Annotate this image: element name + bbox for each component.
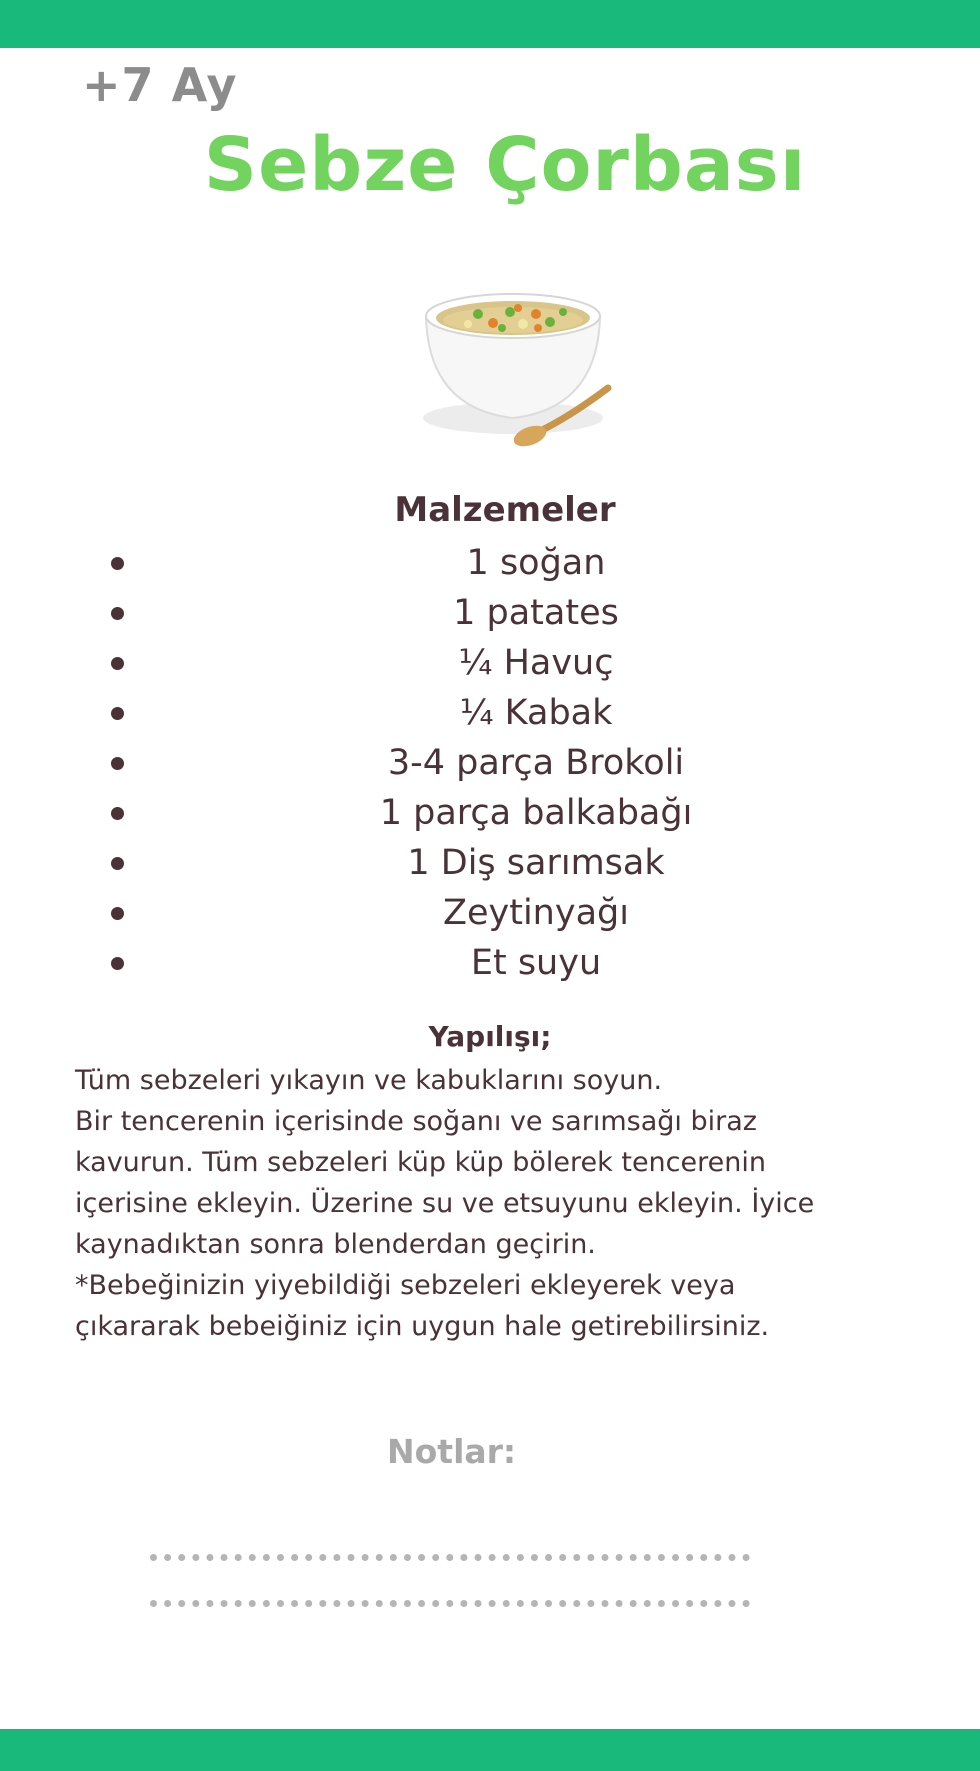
bullet-icon bbox=[111, 807, 124, 820]
ingredients-list bbox=[0, 538, 980, 988]
preparation-line: Tüm sebzeleri yıkayın ve kabuklarını soyun. bbox=[75, 1065, 663, 1096]
bullet-icon bbox=[111, 707, 124, 720]
bullet-icon bbox=[111, 557, 124, 570]
preparation-line: Bir tencerenin içerisinde soğanı ve sarımsağı biraz bbox=[75, 1106, 757, 1137]
bullet-icon bbox=[111, 757, 124, 770]
top-color-band bbox=[0, 0, 980, 48]
preparation-line: çıkararak bebeiğiniz için uygun hale getirebilirsiniz. bbox=[75, 1311, 770, 1342]
bottom-color-band bbox=[0, 1729, 980, 1771]
age-label: +7 Ay bbox=[82, 58, 238, 112]
notes-heading: Notlar: bbox=[387, 1432, 517, 1471]
ingredient-item: 1 soğan bbox=[0, 538, 980, 588]
bullet-icon bbox=[111, 907, 124, 920]
preparation-text bbox=[75, 1060, 935, 1347]
ingredient-item: ¼ Havuç bbox=[0, 638, 980, 688]
preparation-heading: Yapılışı; bbox=[428, 1020, 552, 1053]
note-dotted-line bbox=[150, 1554, 750, 1561]
ingredient-item: 1 patates bbox=[0, 588, 980, 638]
ingredient-item: Zeytinyağı bbox=[0, 888, 980, 938]
bullet-icon bbox=[111, 657, 124, 670]
preparation-line: *Bebeğinizin yiyebildiği sebzeleri ekleyerek veya bbox=[75, 1270, 736, 1301]
recipe-title: Sebze Çorbası bbox=[203, 122, 807, 208]
preparation-line: içerisine ekleyin. Üzerine su ve etsuyunu ekleyin. İyice bbox=[75, 1188, 815, 1219]
bullet-icon bbox=[111, 607, 124, 620]
ingredient-item: 1 parça balkabağı bbox=[0, 788, 980, 838]
ingredient-item: 3-4 parça Brokoli bbox=[0, 738, 980, 788]
preparation-line: kaynadıktan sonra blenderdan geçirin. bbox=[75, 1229, 596, 1260]
bullet-icon bbox=[111, 957, 124, 970]
ingredient-item: Et suyu bbox=[0, 938, 980, 988]
ingredient-item: 1 Diş sarımsak bbox=[0, 838, 980, 888]
preparation-line: kavurun. Tüm sebzeleri küp küp bölerek tencerenin bbox=[75, 1147, 766, 1178]
ingredient-item: ¼ Kabak bbox=[0, 688, 980, 738]
note-dotted-line bbox=[150, 1600, 750, 1607]
bullet-icon bbox=[111, 857, 124, 870]
ingredients-heading: Malzemeler bbox=[394, 490, 616, 530]
soup-bowl-icon bbox=[418, 268, 638, 458]
